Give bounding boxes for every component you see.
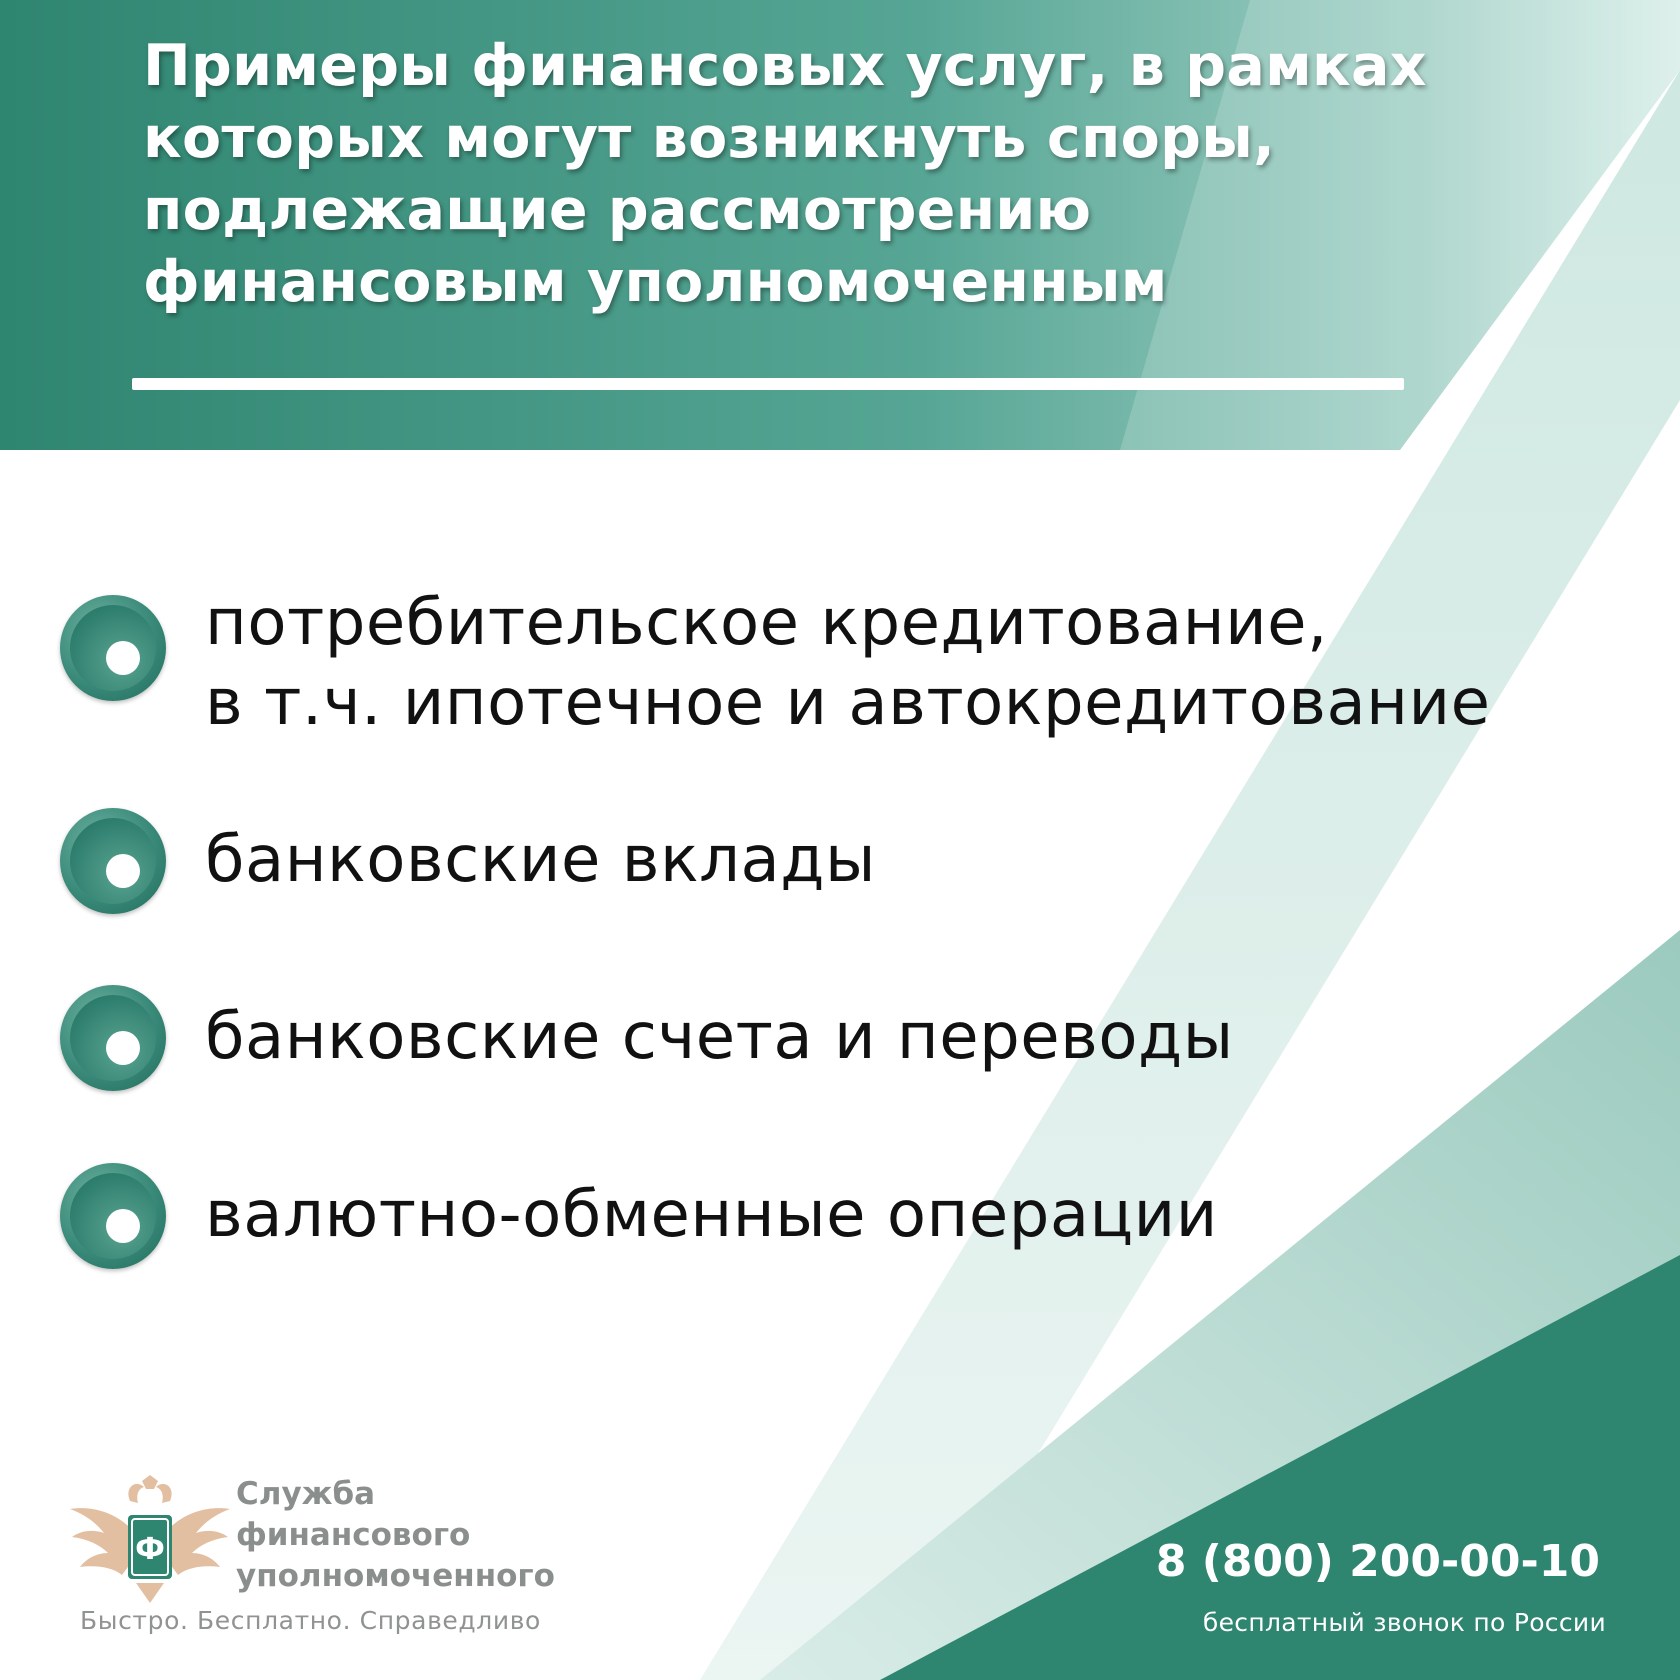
- bullet-icon: [60, 808, 166, 914]
- eagle-logo-icon: [66, 1475, 234, 1605]
- service-label: потребительское кредитование, в т.ч. ипотечное и автокредитование: [205, 586, 1491, 740]
- organization-name: Служба финансового уполномоченного: [236, 1476, 555, 1594]
- bullet-icon: [60, 595, 166, 701]
- service-label: валютно-обменные операции: [205, 1178, 1218, 1252]
- bullet-icon: [60, 985, 166, 1091]
- bullet-icon: [60, 1163, 166, 1269]
- service-label: банковские счета и переводы: [205, 1000, 1234, 1074]
- hotline-caption: бесплатный звонок по России: [1202, 1608, 1606, 1637]
- service-label: банковские вклады: [205, 823, 876, 897]
- hotline-phone[interactable]: 8 (800) 200-00-10: [1155, 1536, 1600, 1587]
- logo-letter: Ф: [135, 1532, 165, 1567]
- page-title: Примеры финансовых услуг, в рамках которых могут возникнуть споры, подлежащие рассмотрению финансовым уполномоченным: [143, 33, 1427, 315]
- slogan: Быстро. Бесплатно. Справедливо: [80, 1606, 541, 1635]
